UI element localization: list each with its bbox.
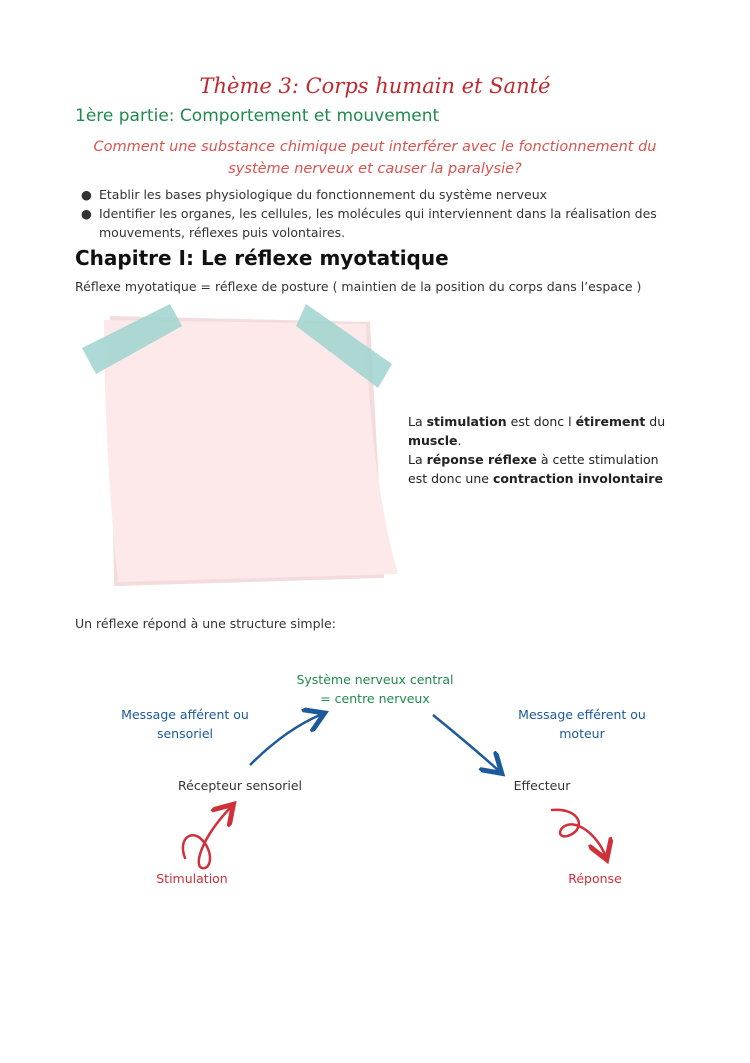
effector-label: Effecteur — [513, 778, 571, 793]
note-explanation — [408, 412, 678, 488]
keyword-stimulation: stimulation — [426, 414, 507, 429]
stimulation-curl-arrow-icon — [183, 808, 230, 868]
center-label-line-2: = centre nerveux — [320, 691, 430, 706]
part-title: 1ère partie: Comportement et mouvement — [75, 106, 440, 126]
objectives-list — [75, 185, 675, 242]
chapter-title: Chapitre I: Le réflexe myotatique — [75, 246, 449, 270]
afferent-arrow-icon — [250, 715, 320, 765]
reflex-diagram-arrows — [0, 640, 750, 900]
note-line-2: muscle. — [408, 433, 462, 448]
efferent-label-line-2: moteur — [559, 726, 605, 741]
bullet-icon: ● — [81, 206, 92, 221]
list-item — [75, 185, 675, 204]
keyword-etirement: étirement — [575, 414, 646, 429]
question-line-1: Comment une substance chimique peut interférer avec le fonctionnement du — [93, 139, 657, 155]
theme-title: Thème 3: Corps humain et Santé — [199, 74, 551, 98]
keyword-muscle: muscle — [408, 433, 458, 448]
guiding-question — [60, 136, 690, 180]
question-line-2: système nerveux et causer la paralysie? — [228, 161, 522, 177]
receptor-label: Récepteur sensoriel — [178, 778, 302, 793]
definition-text: Réflexe myotatique = réflexe de posture ( maintien de la position du corps dans l’espace ) — [75, 279, 642, 294]
afferent-label-line-2: sensoriel — [156, 726, 214, 741]
efferent-label-line-1: Message efférent ou — [518, 707, 646, 722]
list-item — [75, 204, 675, 242]
afferent-label-line-1: Message afférent ou — [121, 707, 249, 722]
response-label: Réponse — [568, 871, 622, 886]
structure-intro: Un réflexe répond à une structure simple: — [75, 616, 336, 631]
note-line-4: est donc une contraction involontaire — [408, 471, 663, 486]
stimulation-label: Stimulation — [156, 871, 228, 886]
efferent-arrow-icon — [433, 715, 498, 770]
response-curl-arrow-icon — [552, 810, 605, 855]
objective-2-line-2: mouvements, réflexes puis volontaires. — [99, 225, 346, 240]
note-line-1: La stimulation est donc l étirement du — [408, 414, 666, 429]
note-line-3: La réponse réflexe à cette stimulation — [408, 452, 659, 467]
center-label-line-1: Système nerveux central — [296, 672, 454, 687]
objective-2-line-1: Identifier les organes, les cellules, les molécules qui interviennent dans la réalisation des — [99, 206, 657, 221]
bullet-icon: ● — [81, 187, 92, 202]
objective-1-text: Etablir les bases physiologique du fonctionnement du système nerveux — [99, 187, 548, 202]
keyword-reponse-reflexe: réponse réflexe — [426, 452, 537, 467]
sticky-note-illustration — [70, 296, 400, 601]
keyword-contraction: contraction involontaire — [492, 471, 663, 486]
